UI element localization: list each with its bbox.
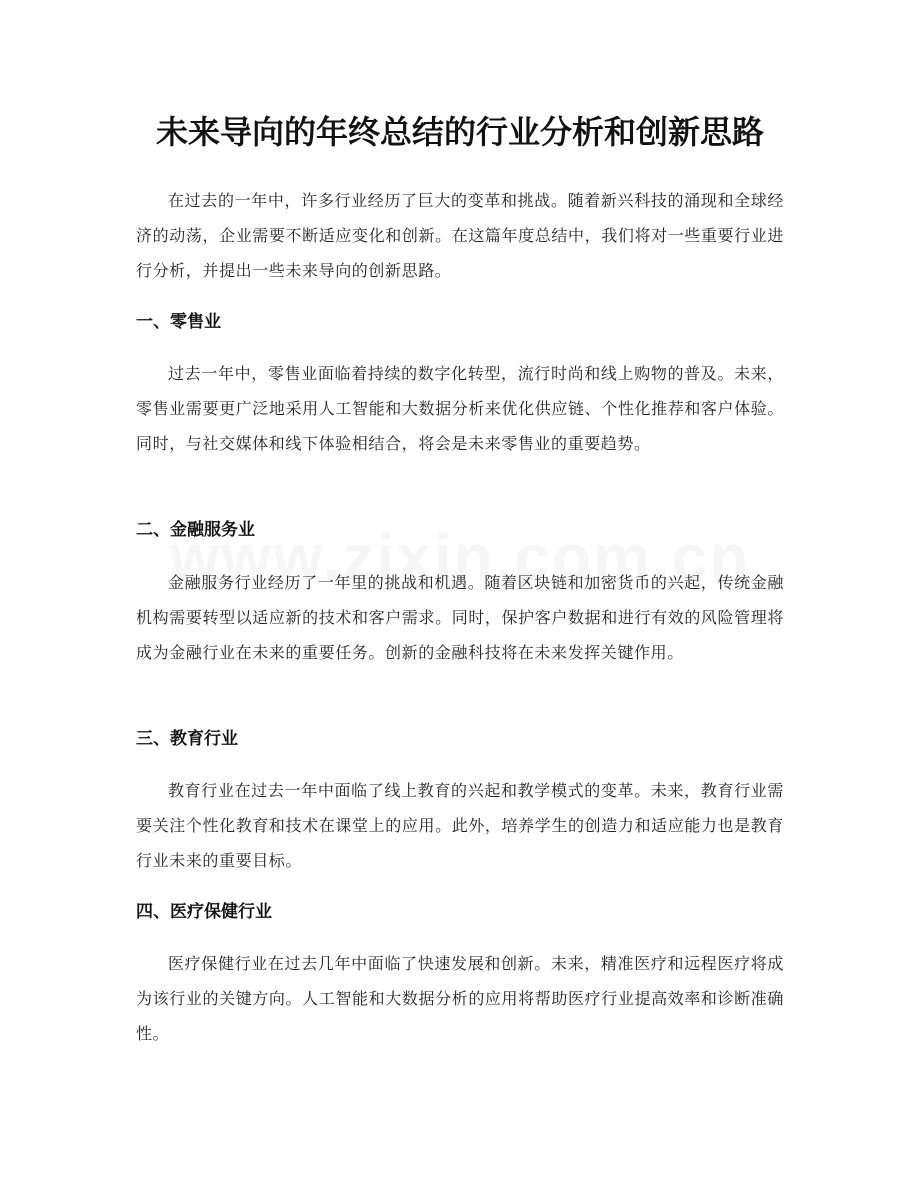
section-body-retail: 过去一年中，零售业面临着持续的数字化转型，流行时尚和线上购物的普及。未来，零售业需要更广泛地采用人工智能和大数据分析来优化供应链、个性化推荐和客户体验。同时，与社交媒体和线下体验相结合，将会是未来零售业的重要趋势。: [136, 364, 784, 453]
section-body-healthcare: 医疗保健行业在过去几年中面临了快速发展和创新。未来，精准医疗和远程医疗将成为该行业的关键方向。人工智能和大数据分析的应用将帮助医疗行业提高效率和诊断准确性。: [136, 954, 784, 1043]
section-heading-retail: 一、零售业: [136, 312, 221, 332]
section-body-finance: 金融服务行业经历了一年里的挑战和机遇。随着区块链和加密货币的兴起，传统金融机构需要转型以适应新的技术和客户需求。同时，保护客户数据和进行有效的风险管理将成为金融行业在未来的重要任务。创新的金融科技将在未来发挥关键作用。: [136, 573, 784, 662]
intro-paragraph: 在过去的一年中，许多行业经历了巨大的变革和挑战。随着新兴科技的涌现和全球经济的动荡，企业需要不断适应变化和创新。在这篇年度总结中，我们将对一些重要行业进行分析，并提出一些未来导向的创新思路。: [136, 191, 784, 280]
section-body-education: 教育行业在过去一年中面临了线上教育的兴起和教学模式的变革。未来，教育行业需要关注个性化教育和技术在课堂上的应用。此外，培养学生的创造力和适应能力也是教育行业未来的重要目标。: [136, 781, 784, 870]
document-title: 未来导向的年终总结的行业分析和创新思路: [155, 113, 764, 151]
section-heading-finance: 二、金融服务业: [136, 520, 255, 540]
section-heading-education: 三、教育行业: [136, 729, 238, 749]
section-heading-healthcare: 四、医疗保健行业: [136, 902, 272, 922]
